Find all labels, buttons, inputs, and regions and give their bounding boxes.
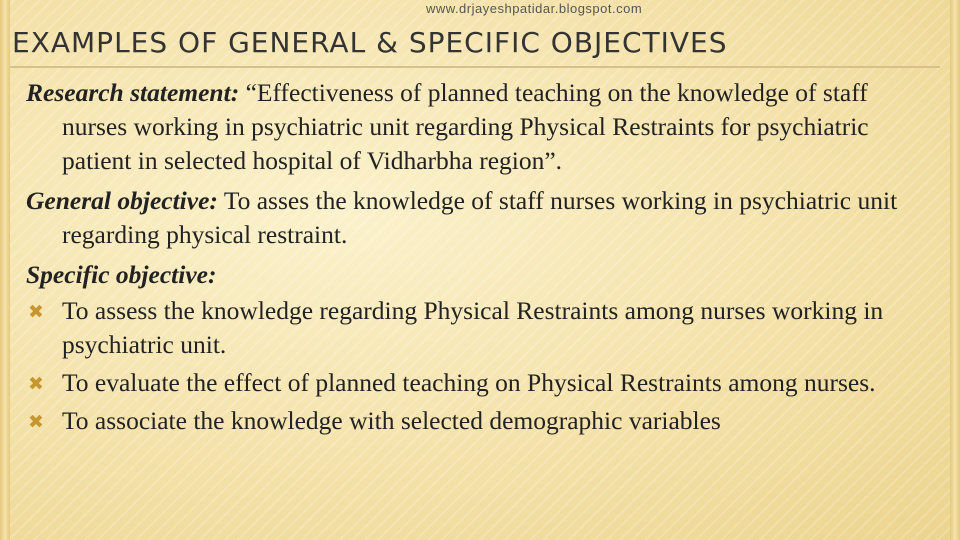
general-objective [26,184,936,252]
right-border-band [950,0,960,540]
list-item-text: To assess the knowledge regarding Physical Restraints among nurses working in psychiatric unit. [62,296,884,359]
list-item-text: To evaluate the effect of planned teaching on Physical Restraints among nurses. [62,368,876,397]
general-objective-label: General objective: [26,186,218,215]
specific-objective-list [26,294,936,438]
list-item [26,404,936,438]
left-border-band [0,0,10,540]
general-objective-text: To asses the knowledge of staff nurses working in psychiatric unit regarding physical restraint. [62,186,898,249]
research-statement-text: “Effectiveness of planned teaching on the knowledge of staff nurses working in psychiatric unit regarding Physical Restraints for psychiatric patient in selected hospital of Vidharbha region”. [62,78,869,175]
x-mark-bullet-icon: ✖ [28,411,44,433]
list-item [26,366,936,400]
x-mark-bullet-icon: ✖ [28,373,44,395]
title-divider [10,66,940,68]
research-statement-label: Research statement: [26,78,240,107]
blog-url-watermark: www.drjayeshpatidar.blogspot.com [426,1,643,16]
list-item-text: To associate the knowledge with selected demographic variables [62,406,721,435]
slide-content [26,76,936,442]
slide-title: EXAMPLES OF GENERAL & SPECIFIC OBJECTIVES [12,26,728,59]
research-statement [26,76,936,178]
x-mark-bullet-icon: ✖ [28,301,44,323]
specific-objective-heading: Specific objective: [26,260,217,289]
list-item [26,294,936,362]
